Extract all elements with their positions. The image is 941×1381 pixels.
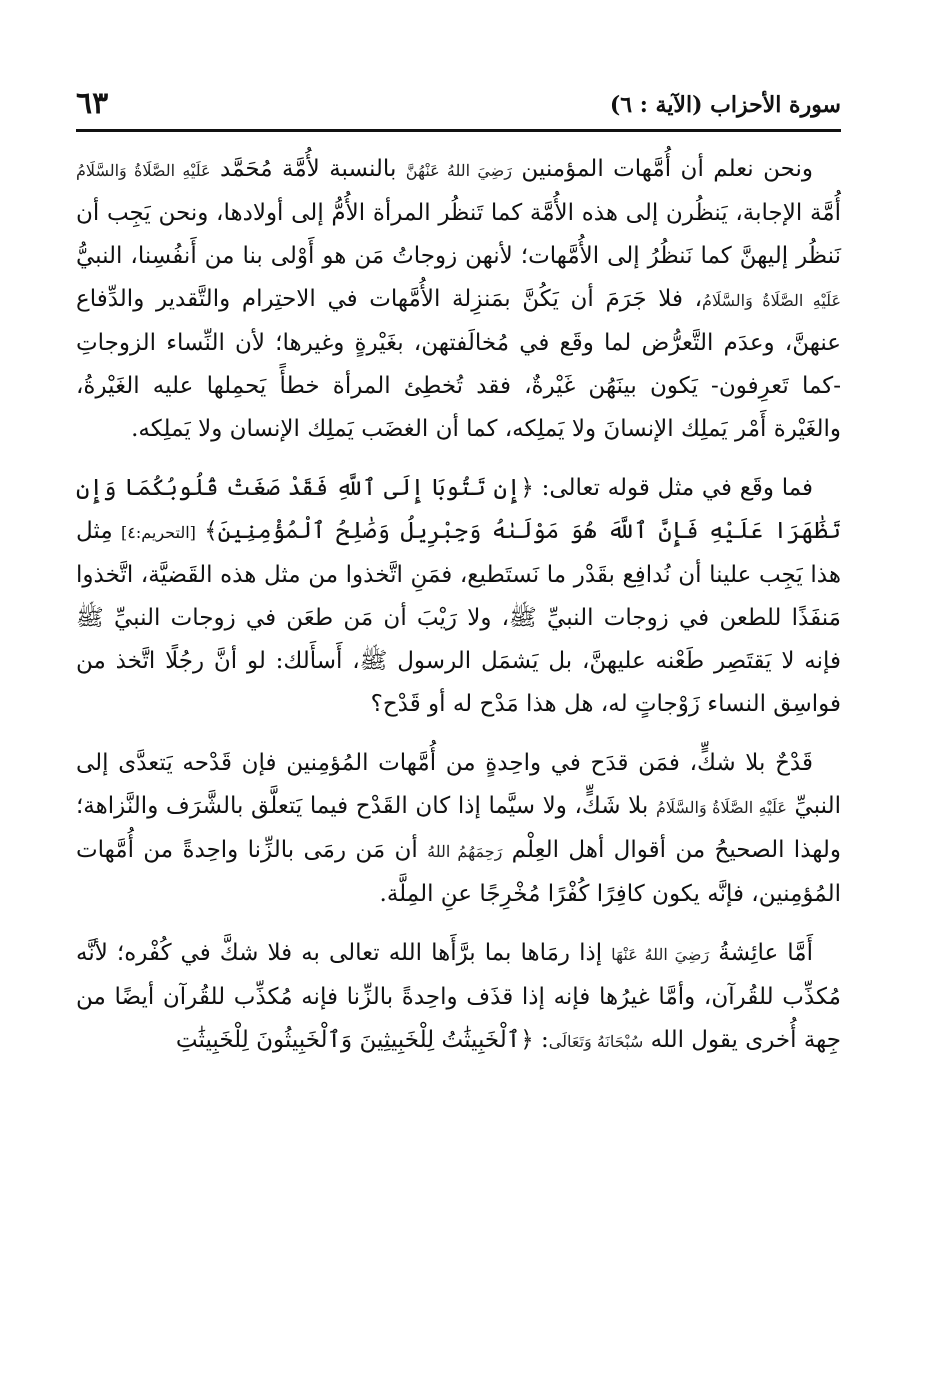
text-segment: أن مَن رمَى بالزِّنا واحِدةً من أُمَّهات المُؤمِنين، فإنَّه يكون كافِرًا كُفْرًا مُخْرِجًا عنِ المِلَّة.	[76, 837, 841, 907]
header-divider	[76, 129, 841, 132]
honorific: عَلَيْهِ الصَّلَاةُ وَالسَّلَامُ	[702, 291, 842, 310]
honorific: ﷺ	[76, 605, 104, 631]
honorific: ﷺ	[509, 605, 537, 631]
paragraph-4	[76, 932, 841, 1063]
honorific: عَلَيْهِ الصَّلَاةُ وَالسَّلَامُ	[655, 798, 787, 817]
body-text	[76, 148, 841, 1063]
honorific: عَلَيْهِ الصَّلَاةُ وَالسَّلَامُ	[76, 161, 211, 180]
paragraph-3	[76, 742, 841, 916]
quran-verse: ﴿ٱلْخَبِيثَٰتُ لِلْخَبِيثِينَ وَٱلْخَبِيثُونَ لِلْخَبِيثَٰتِ	[175, 1027, 534, 1053]
text-segment: ، فلا جَرَمَ أن يَكُنَّ بمَنزِلة الأُمَّهات في الاحتِرام والتَّقدير والدِّفاع عنهنَّ، وعدَم التَّعرُّض لما وقَع في مُخالَفتهن، بغَيْرةٍ وغيرها؛ لأن النِّساء الزوجاتِ -كما تَعرِفون- يَكون بينَهُن غَيْرةٌ، فقد تُخطِئ المرأة خطأً يَحمِلها عليه الغَيْرةُ، والغَيْرة أَمْر يَملِك الإنسانَ ولا يَملِكه، كما أن الغضَب يَملِك الإنسان ولا يَملِكه.	[76, 286, 841, 442]
text-segment: أَمَّا عائِشةُ	[709, 940, 814, 966]
text-segment: ، أَسأَلك: لو أنَّ رجُلًا اتَّخذ من فواسِق النساء زَوْجاتٍ له، هل هذا مَدْح له أو قَدْح؟	[76, 648, 841, 717]
text-segment: ، ولا رَيْبَ أن مَن طعَن في زوجات النبيِّ	[103, 605, 510, 631]
quran-verse: ﴿إِن تَتُوبَا إِلَى ٱللَّهِ فَقَدْ صَغَتْ قُلُوبُكُمَا وَإِن تَظَٰهَرَا عَلَيْهِ فَإِنَّ ٱللَّهَ هُوَ مَوْلَىٰهُ وَجِبْرِيلُ وَصَٰلِحُ ٱلْمُؤْمِنِينَ﴾	[76, 475, 842, 544]
honorific: ﷺ	[359, 648, 388, 674]
text-segment: :	[533, 1027, 549, 1053]
text-segment: مِثل هذا يَجِب علينا أن نُدافِع بقَدْر ما نَستَطيع، فمَنِ اتَّخذوا من مثل هذه القَضيَّة، اتَّخذوا مَنفَذًا للطعن في زوجات النبيِّ	[76, 518, 841, 631]
page-header	[76, 86, 841, 128]
honorific: سُبْحَانَهُ وَتَعَالَى	[548, 1032, 644, 1051]
honorific: رَحِمَهُمُ اللهُ	[427, 842, 503, 861]
page-number: ٦٣	[76, 86, 109, 121]
paragraph-2	[76, 467, 841, 726]
text-segment: ونحن نعلم أن أُمَّهات المؤمنين	[511, 156, 813, 182]
text-segment: أُمَّة الإجابة، يَنظُرن إلى هذه الأُمَّة كما تَنظُر المرأة الأُمُّ إلى أولادها، ونحن يَجِب أن نَنظُر إليهنَّ كما نَنظُرُ إلى الأُمَّهات؛ لأنهن زوجاتُ مَن هو أَوْلى بنا من أَنفُسِنا، النبيُّ	[76, 200, 841, 269]
honorific: رَضِيَ اللهُ عَنْهَا	[611, 945, 710, 964]
honorific: رَضِيَ اللهُ عَنْهُنَّ	[405, 161, 512, 180]
text-segment: فإنه لا يَقتَصِر طَعْنه عليهنَّ، بل يَشمَل الرسول	[387, 648, 841, 674]
surah-title: سورة الأحزاب (الآية : ٦)	[609, 92, 841, 118]
text-segment: فما وقَع في مثل قوله تعالى:	[533, 475, 813, 501]
text-segment: بالنسبة لأُمَّة مُحَمَّد	[210, 156, 406, 182]
paragraph-1	[76, 148, 841, 451]
text-segment: قَدْحٌ بلا شكٍّ، فمَن قدَح في واحِدةٍ من أُمَّهات المُؤمِنين فإن قَدْحه يَتعدَّى إلى النبيِّ	[76, 750, 841, 819]
text-segment: بلا شَكٍّ، ولا سيَّما إذا كان القَدْح فيما يَتعلَّق بالشَّرَف والنَّزاهة؛ ولهذا الصحيحُ من أقوال أهل العِلْم	[76, 793, 841, 863]
text-segment: إذا رمَاها بما برَّأَها الله تعالى به فلا شكَّ في كُفْره؛ لأنَّه مُكذِّب للقُرآن، وأمَّا غيرُها فإنه إذا قذَف واحِدةً بالزِّنا فإنه مُكذِّب للقُرآن أيضًا من جِهة أُخرى يقول الله	[76, 940, 841, 1053]
verse-citation: [التحريم:٤]	[112, 523, 205, 542]
